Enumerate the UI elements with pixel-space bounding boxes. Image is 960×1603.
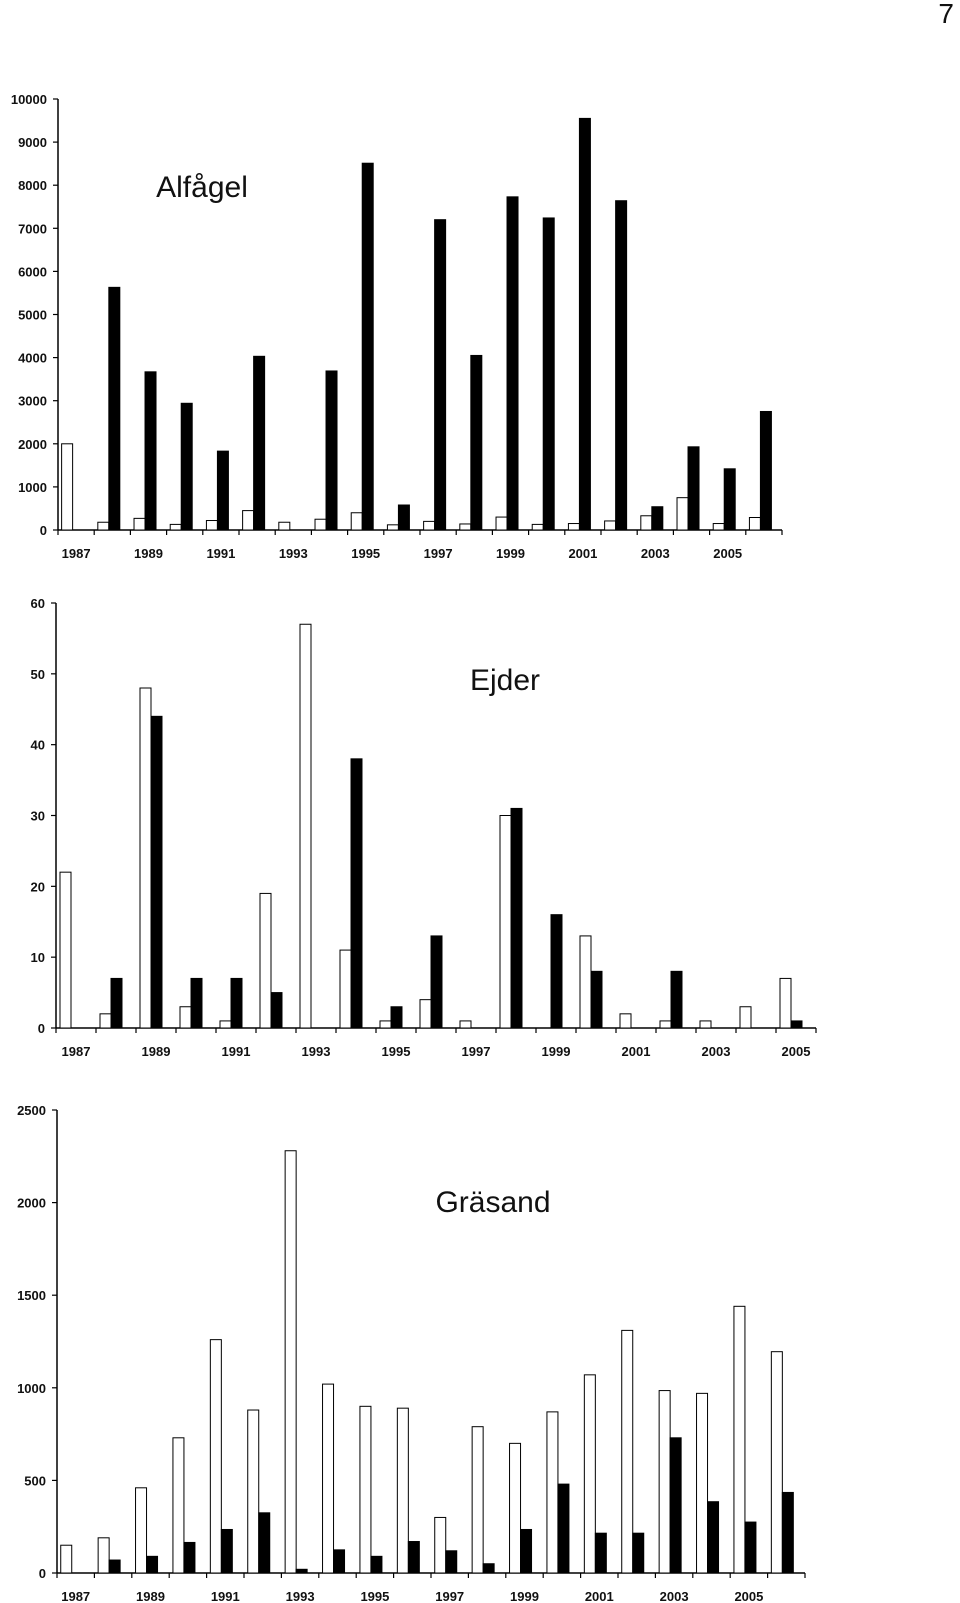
chart1-bar-white-1988 [98,522,109,530]
chart1-y-tick-label: 7000 [18,221,47,237]
chart3-y-tick-label: 2500 [17,1103,46,1118]
chart2-bar-black-1989 [151,716,162,1028]
chart1-y-tick-label: 3000 [18,393,47,409]
chart3-bar-white-1999 [510,1443,521,1573]
chart1-x-tick-label: 1987 [61,546,91,561]
chart3-bar-black-2000 [558,1484,569,1573]
chart3-bar-black-1994 [334,1550,345,1573]
chart2-y-tick-label: 40 [30,737,45,753]
chart1-y-tick-label: 9000 [18,135,47,151]
chart3-y-tick-label: 0 [38,1566,46,1581]
chart3-bar-black-1993 [296,1569,307,1573]
chart1-x-tick-label: 1995 [351,546,381,561]
chart2-y-tick-label: 60 [30,596,45,611]
chart3-bar-black-2004 [708,1502,719,1573]
chart1-bar-black-1996 [398,505,409,530]
chart1-bar-white-1992 [243,511,254,530]
chart1-bar-white-1989 [134,518,145,530]
chart2-bar-white-2004 [740,1007,751,1028]
chart2-x-tick-label: 2005 [781,1044,811,1059]
chart3-bar-white-2000 [547,1412,558,1573]
chart2-bar-white-1996 [420,1000,431,1028]
chart3-bar-white-2001 [584,1375,595,1573]
chart3-bar-black-1992 [259,1513,270,1573]
chart2-bar-black-1992 [271,993,282,1028]
chart3-bar-black-1989 [147,1556,158,1573]
chart1-bar-white-2002 [605,521,616,530]
chart1-y-tick-label: 10000 [10,92,47,107]
chart3-x-tick-label: 1993 [285,1589,315,1603]
chart2-bar-black-1988 [111,978,122,1028]
chart1-bar-white-1993 [279,522,290,530]
chart2-x-tick-label: 1997 [461,1044,491,1059]
chart3-bar-white-2004 [697,1393,708,1573]
chart3-bar-black-2005 [745,1522,756,1573]
chart1-bar-white-2005 [713,524,724,530]
chart2-bar-black-2000 [591,971,602,1028]
chart1-bar-black-1991 [217,451,228,530]
chart2-bar-white-2001 [620,1014,631,1028]
chart2-x-tick-label: 1991 [221,1044,251,1059]
chart1-bar-black-1990 [181,403,192,530]
chart2-bar-white-1995 [380,1021,391,1028]
chart2-bar-white-1993 [300,624,311,1028]
chart1-bar-black-2000 [543,218,554,530]
chart1-bar-white-1991 [206,521,217,530]
chart3-title: Gräsand [435,1186,551,1219]
chart1-bar-white-1998 [460,524,471,530]
chart1-bar-black-1998 [471,355,482,530]
chart1-bar-white-1995 [351,513,362,530]
chart1-y-tick-label: 8000 [18,178,47,194]
chart3-bar-black-1998 [483,1564,494,1573]
chart3-x-tick-label: 1999 [510,1589,539,1603]
chart2-bar-white-1997 [460,1021,471,1028]
chart1-x-tick-label: 1989 [134,546,163,561]
chart2-bar-white-2005 [780,978,791,1028]
chart1-bar-white-1999 [496,517,507,530]
chart1-y-tick-label: 6000 [18,264,47,280]
chart3-bar-white-1997 [435,1517,446,1573]
chart3-bar-white-1988 [98,1538,109,1573]
chart1-x-tick-label: 1993 [278,546,308,561]
chart2-y-tick-label: 50 [30,666,45,682]
chart1-y-tick-label: 1000 [18,479,47,495]
chart3-bar-white-1989 [136,1488,147,1573]
chart2-bar-black-1998 [511,808,522,1028]
chart3-bar-white-1996 [397,1408,408,1573]
chart3-y-tick-label: 1000 [17,1380,46,1396]
chart1-bar-white-2006 [749,518,760,530]
chart2-y-tick-label: 30 [30,808,45,824]
chart2-y-tick-label: 20 [30,879,45,895]
chart3-bar-white-1994 [323,1384,334,1573]
chart2-bar-black-1990 [191,978,202,1028]
chart1-bar-white-2004 [677,498,688,530]
chart3-bar-white-2003 [659,1391,670,1573]
chart1-bar-white-1994 [315,519,326,530]
chart1-x-tick-label: 2001 [568,546,598,561]
chart2-bar-black-1994 [351,759,362,1028]
chart2-bar-white-1990 [180,1007,191,1028]
chart2-bar-black-1991 [231,978,242,1028]
chart3-bar-white-2002 [622,1330,633,1573]
chart3-x-tick-label: 1987 [61,1589,91,1603]
chart2-y-tick-label: 0 [37,1021,45,1036]
chart3-y-tick-label: 500 [24,1473,46,1489]
chart3-x-tick-label: 1991 [210,1589,240,1603]
chart1-bar-black-2001 [579,118,590,530]
chart1-title: Alfågel [156,171,248,204]
chart1-x-tick-label: 1991 [206,546,236,561]
chart3-bar-black-2006 [782,1492,793,1573]
chart1-bar-white-1997 [424,521,435,530]
chart3-bar-white-1998 [472,1427,483,1573]
chart2-bar-white-2002 [660,1021,671,1028]
chart1-y-tick-label: 0 [39,523,47,538]
chart3-x-tick-label: 1997 [435,1589,465,1603]
chart3-bar-white-1993 [285,1151,296,1573]
page-number: 7 [938,0,954,29]
chart3-bar-black-1996 [408,1542,419,1573]
chart1-bar-black-1997 [435,220,446,530]
chart3-bar-black-1990 [184,1542,195,1573]
chart3-bar-white-2006 [771,1352,782,1573]
chart1-bar-black-2003 [652,507,663,530]
chart3-x-tick-label: 1989 [136,1589,165,1603]
chart3-bar-black-1999 [521,1529,532,1573]
chart1-y-tick-label: 2000 [18,436,47,452]
chart3-bar-black-2002 [633,1533,644,1573]
chart1-x-tick-label: 2005 [713,546,743,561]
chart1-bar-black-1995 [362,163,373,530]
chart1-y-tick-label: 4000 [18,350,47,366]
chart2-bar-white-1998 [500,816,511,1029]
chart1-bar-black-2006 [760,411,771,530]
chart3-bar-black-1991 [221,1529,232,1573]
chart3-bar-white-1992 [248,1410,259,1573]
chart3-x-tick-label: 1995 [360,1589,390,1603]
chart2-bar-white-1989 [140,688,151,1028]
chart1-x-tick-label: 1999 [496,546,525,561]
chart2-bar-black-1996 [431,936,442,1028]
chart1-bar-white-2000 [532,524,543,530]
chart1-bar-white-1990 [170,524,181,530]
chart1-bar-black-1988 [109,287,120,530]
chart3-bar-white-1991 [210,1340,221,1573]
chart1-bar-white-2001 [568,524,579,530]
chart3-y-tick-label: 2000 [17,1195,46,1211]
chart1-bar-white-1987 [62,444,73,530]
chart3-bar-black-1997 [446,1551,457,1573]
chart2-bar-white-1987 [60,872,71,1028]
chart3-bar-black-2003 [670,1438,681,1573]
chart2-bar-white-1992 [260,893,271,1028]
chart2-y-tick-label: 10 [30,950,45,966]
chart2-bar-white-2000 [580,936,591,1028]
chart3-y-tick-label: 1500 [17,1288,46,1304]
chart3-x-tick-label: 2005 [734,1589,764,1603]
chart3-bar-white-2005 [734,1306,745,1573]
chart3-bar-black-1988 [109,1560,120,1573]
chart1-bar-black-2004 [688,447,699,530]
chart3-bar-white-1987 [61,1545,72,1573]
chart3-bar-white-1990 [173,1438,184,1573]
chart3-bar-black-1995 [371,1556,382,1573]
chart2-x-tick-label: 1999 [541,1044,571,1059]
chart2-bar-black-2002 [671,971,682,1028]
chart1-bar-black-2005 [724,469,735,530]
chart2-bar-white-1988 [100,1014,111,1028]
chart2-bar-white-1991 [220,1021,231,1028]
chart1-bar-black-2002 [616,201,627,530]
chart2-x-tick-label: 1989 [141,1044,171,1059]
chart2-x-tick-label: 1987 [61,1044,91,1059]
chart2-bar-white-1994 [340,950,351,1028]
chart2-x-tick-label: 2001 [621,1044,651,1059]
chart2-x-tick-label: 2003 [701,1044,731,1059]
chart2-bar-black-1999 [551,915,562,1028]
chart2-x-tick-label: 1995 [381,1044,411,1059]
chart1-bar-white-2003 [641,516,652,530]
chart2-title: Ejder [469,664,541,697]
chart3-x-tick-label: 2003 [659,1589,689,1603]
chart1-bar-black-1989 [145,372,156,530]
chart2-bar-black-1995 [391,1007,402,1028]
chart3-bar-black-2001 [595,1533,606,1573]
chart1-bar-black-1994 [326,371,337,530]
chart1-bar-white-1996 [387,525,398,530]
chart1-y-tick-label: 5000 [18,307,47,323]
chart2-x-tick-label: 1993 [301,1044,331,1059]
chart1-bar-black-1999 [507,197,518,530]
chart3-x-tick-label: 2001 [584,1589,614,1603]
chart2-bar-white-2003 [700,1021,711,1028]
chart2-bar-black-2005 [791,1021,802,1028]
chart1-x-tick-label: 1997 [423,546,453,561]
chart1-x-tick-label: 2003 [640,546,670,561]
chart3-bar-white-1995 [360,1406,371,1573]
chart1-bar-black-1992 [254,356,265,530]
